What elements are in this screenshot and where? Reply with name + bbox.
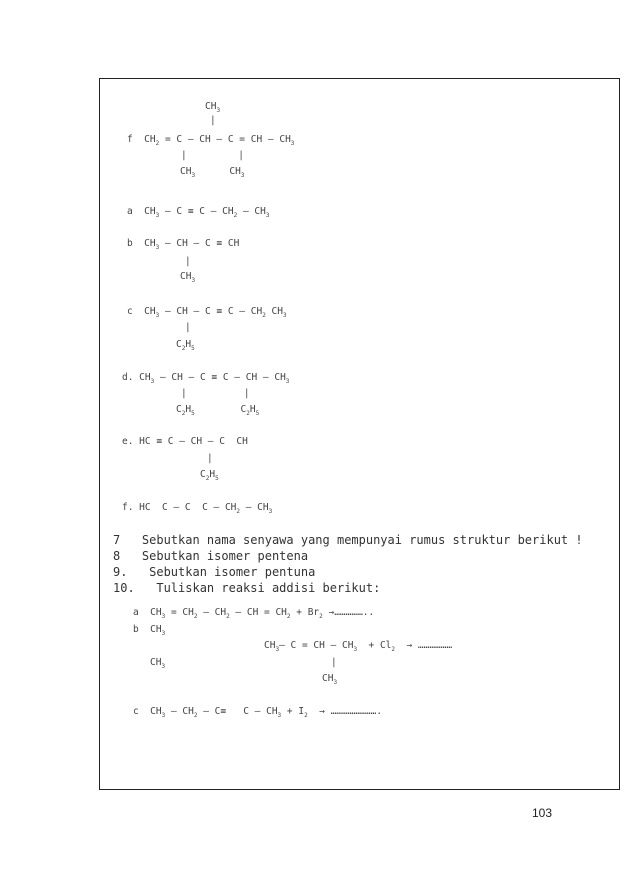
reaction-b: $CH_3-$ C = CH – $CH_3 + Cl_2$ → ………………	[264, 640, 453, 653]
f-formula: f $CH_2 = C$ – CH – C = CH – $CH_3$	[127, 134, 295, 147]
b-formula: b $CH_3$ – CH – C ≡ CH	[127, 238, 240, 251]
c-sub: $C_2H_5$	[176, 339, 195, 352]
reaction-b-left-ch3: $CH_3$	[150, 657, 166, 670]
e-bar: |	[207, 453, 213, 464]
question-9: 9. Sebutkan isomer pentuna	[113, 565, 316, 579]
content-frame	[99, 78, 620, 790]
reaction-b-bar: |	[331, 657, 337, 668]
reaction-b-sub: $CH_3$	[322, 673, 338, 686]
d-bars: | |	[181, 388, 250, 399]
reaction-b-label: b $CH_3$	[133, 624, 166, 637]
e-formula: e. HC ≡ C – CH – C CH	[122, 436, 248, 447]
c-bar: |	[185, 322, 191, 333]
f-top-bar: |	[210, 115, 216, 126]
f-top-ch3: $CH_3$	[205, 101, 221, 114]
e-sub: $C_2H_5$	[200, 469, 219, 482]
f-bottom-ch3: $CH_3$ $CH_3$	[180, 166, 245, 179]
d-formula: d. $CH_3$ – CH – C ≡ C – CH – $CH_3$	[122, 372, 290, 385]
a-formula: a $CH_3 - C \equiv C - CH_2 - CH_3$	[127, 206, 270, 219]
d-sub: $C_2H_5$ $C_2H_5$	[176, 404, 260, 417]
c-formula: c $CH_3$ – CH – $C \equiv C - CH_2$ $CH_3$	[127, 306, 287, 319]
b-bar: |	[185, 256, 191, 267]
b-sub: $CH_3$	[180, 271, 196, 284]
f2-formula: f. HC C – C C – $CH_2 - CH_3$	[122, 502, 273, 515]
question-8: 8 Sebutkan isomer pentena	[113, 549, 309, 563]
reaction-a: a $CH_3 = CH_2 - CH_2$ – CH = $CH_2 + Br_2$ →……………..	[133, 607, 375, 620]
page-number: 103	[532, 806, 553, 820]
reaction-c: c $CH_3 - CH_2 - C\equiv C - CH_3 + I_2$ → …………………….	[133, 706, 383, 719]
question-10: 10. Tuliskan reaksi addisi berikut:	[113, 581, 381, 595]
f-bonds: | |	[181, 150, 244, 161]
question-7: 7 Sebutkan nama senyawa yang mempunyai rumus struktur berikut !	[113, 533, 583, 547]
